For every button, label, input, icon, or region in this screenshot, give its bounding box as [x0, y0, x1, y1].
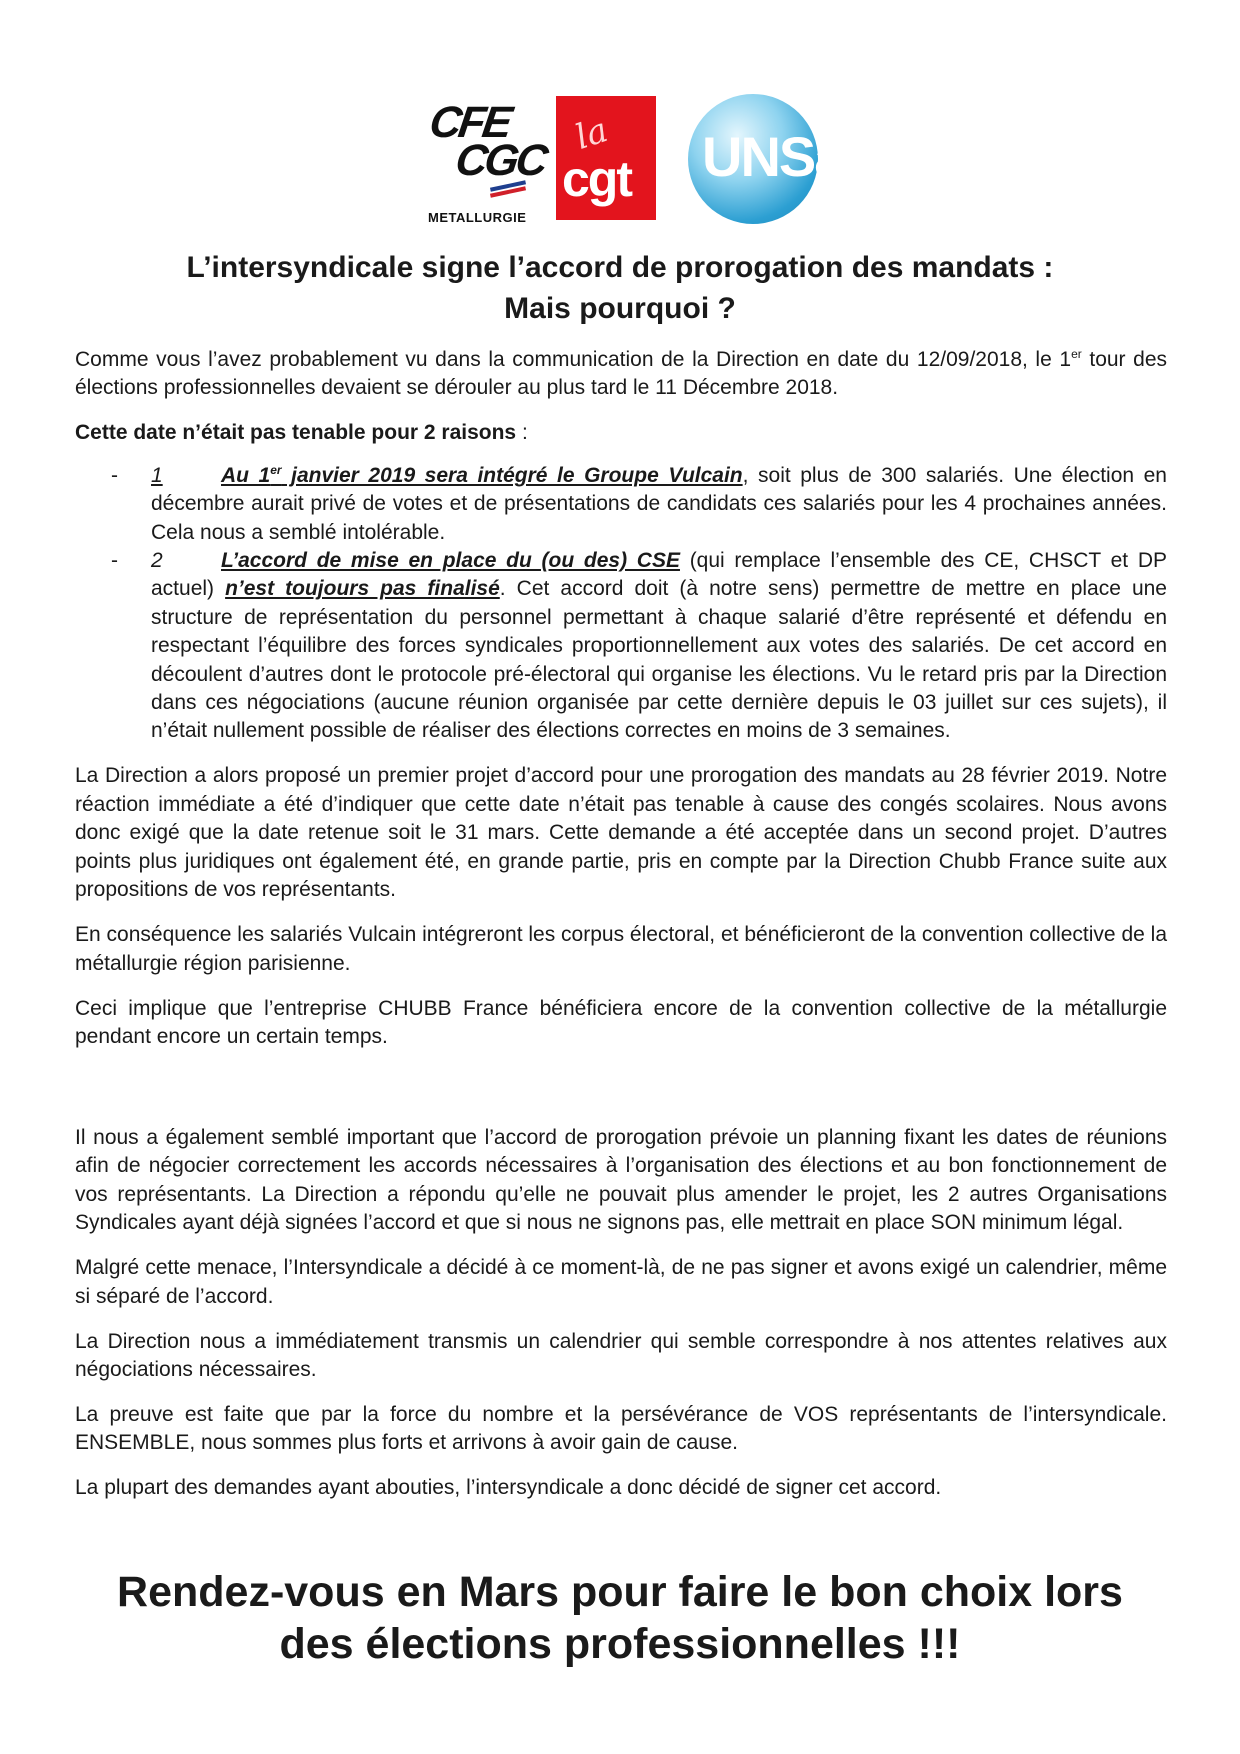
- list-item-highlight-2: n’est toujours pas finalisé: [225, 577, 500, 601]
- paragraph-implication: Ceci implique que l’entreprise CHUBB France bénéficiera encore de la convention collective de la métallurgie pendant encore un certain temps.: [75, 996, 1167, 1048]
- slogan-line-2: des élections professionnelles !!!: [279, 1620, 961, 1668]
- list-item-highlight: [221, 464, 743, 487]
- reasons-lead-colon: :: [516, 421, 528, 445]
- reasons-list: [75, 462, 1167, 746]
- title-line-1: L’intersyndicale signe l’accord de prorogation des mandats :: [186, 251, 1054, 284]
- list-item-number: 1: [151, 463, 163, 487]
- intro-paragraph: [75, 346, 1167, 403]
- title-line-2: Mais pourquoi ?: [504, 292, 736, 325]
- cfe-logo-subtitle: METALLURGIE: [428, 210, 527, 225]
- list-bullet-dash: -: [111, 463, 118, 487]
- list-item: [75, 547, 1167, 746]
- intro-superscript: er: [1071, 347, 1082, 361]
- section-spacer: [75, 1068, 1167, 1124]
- paragraph-consequence: En conséquence les salariés Vulcain intégreront les corpus électoral, et bénéficieront de la convention collective de la métallurgie région parisienne.: [75, 923, 1167, 975]
- highlight-superscript: er: [270, 462, 282, 477]
- list-bullet-dash: -: [111, 549, 118, 573]
- paragraph-proposal: La Direction a alors proposé un premier projet d’accord pour une prorogation des mandats au 28 février 2019. Notre réaction immédiate a été d’indiquer que cette date n’était pas tenable à cause des congés scolaires. Nous avons donc exigé que la date retenue soit le 31 mars. Cette demande a été acceptée dans un second projet. D’autres points plus juridiques ont également été, en grande partie, pris en compte par la Direction Chubb France suite aux propositions de vos représentants.: [75, 764, 1167, 902]
- list-item-number: 2: [151, 549, 163, 573]
- list-item-text: (qui remplace l’ensemble des CE, CHSCT et DP actuel): [151, 549, 1167, 601]
- list-item-highlight: L’accord de mise en place du (ou des) CSE: [221, 549, 680, 573]
- cgt-logo-la: la: [570, 110, 613, 158]
- closing-slogan: [60, 1566, 1180, 1670]
- list-item: [75, 462, 1167, 547]
- paragraph-conclusion: La plupart des demandes ayant abouties, l’intersyndicale a donc décidé de signer cet accord.: [75, 1476, 942, 1500]
- cfe-cgc-logo: [426, 98, 549, 230]
- reasons-lead-text: Cette date n’était pas tenable pour 2 raisons: [75, 421, 517, 445]
- reasons-lead: [75, 419, 1167, 447]
- slogan-line-1: Rendez-vous en Mars pour faire le bon choix lors: [117, 1568, 1123, 1616]
- page-title: [60, 247, 1180, 329]
- paragraph-threat: Malgré cette menace, l’Intersyndicale a décidé à ce moment-là, de ne pas signer et avons exigé un calendrier, même si séparé de l’accord.: [75, 1256, 1167, 1308]
- document-body: [75, 346, 1167, 1519]
- cgt-logo: [556, 96, 656, 220]
- paragraph-proof: La preuve est faite que par la force du nombre et la persévérance de VOS représentants de l’intersyndicale. ENSEMBLE, nous sommes plus forts et arrivons à avoir gain de cause.: [75, 1402, 1167, 1455]
- intro-text-a: Comme vous l’avez probablement vu dans la communication de la Direction en date du 12/09/2018, le 1: [75, 348, 1072, 371]
- unsa-logo-text: UNSa: [702, 125, 844, 188]
- cfe-logo-text-top: CFE: [426, 98, 513, 147]
- cgt-logo-word: cgt: [562, 151, 631, 207]
- union-logos: [0, 92, 1240, 232]
- intro-text-b: tour des élections professionnelles devaient se dérouler au plus tard le 11 Décembre 2018.: [75, 348, 1168, 400]
- unsa-logo: [688, 94, 844, 224]
- highlight-text-a: Au 1: [221, 463, 271, 487]
- paragraph-planning: Il nous a également semblé important que l’accord de prorogation prévoie un planning fixant les dates de réunions afin de négocier correctement les accords nécessaires à l’organisation des élections et au bon fonctionnement de vos représentants. La Direction a répondu qu’elle ne pouvait plus amender le projet, les 2 autres Organisations Syndicales ayant déjà signées l’accord et que si nous ne signons pas, elle mettrait en place SON minimum légal.: [75, 1125, 1167, 1235]
- list-item-text: , soit plus de 300 salariés. Une élection en décembre aurait privé de votes et de présentations de candidats ces salariés pour les 4 prochaines années. Cela nous a semblé intolérable.: [151, 463, 1167, 544]
- highlight-text-b: janvier 2019 sera intégré le Groupe Vulcain: [281, 463, 743, 487]
- paragraph-calendar: La Direction nous a immédiatement transmis un calendrier qui semble correspondre à nos attentes relatives aux négociations nécessaires.: [75, 1329, 1167, 1381]
- cfe-logo-text-bottom: CGC: [452, 136, 549, 185]
- list-item-text-2: . Cet accord doit (à notre sens) permettre de mettre en place une structure de représentation du personnel permettant à chaque salarié d’être représenté et défendu en respectant l’équilibre des forces syndicales proportionnellement aux votes des salariés. De cet accord en découlent d’autres dont le protocole pré-électoral qui organise les élections. Vu le retard pris par la Direction dans ces négociations (aucune réunion organisée par cette dernière depuis le 03 juillet sur ces sujets), il n’était nullement possible de réaliser des élections correctes en moins de 3 semaines.: [151, 577, 1167, 743]
